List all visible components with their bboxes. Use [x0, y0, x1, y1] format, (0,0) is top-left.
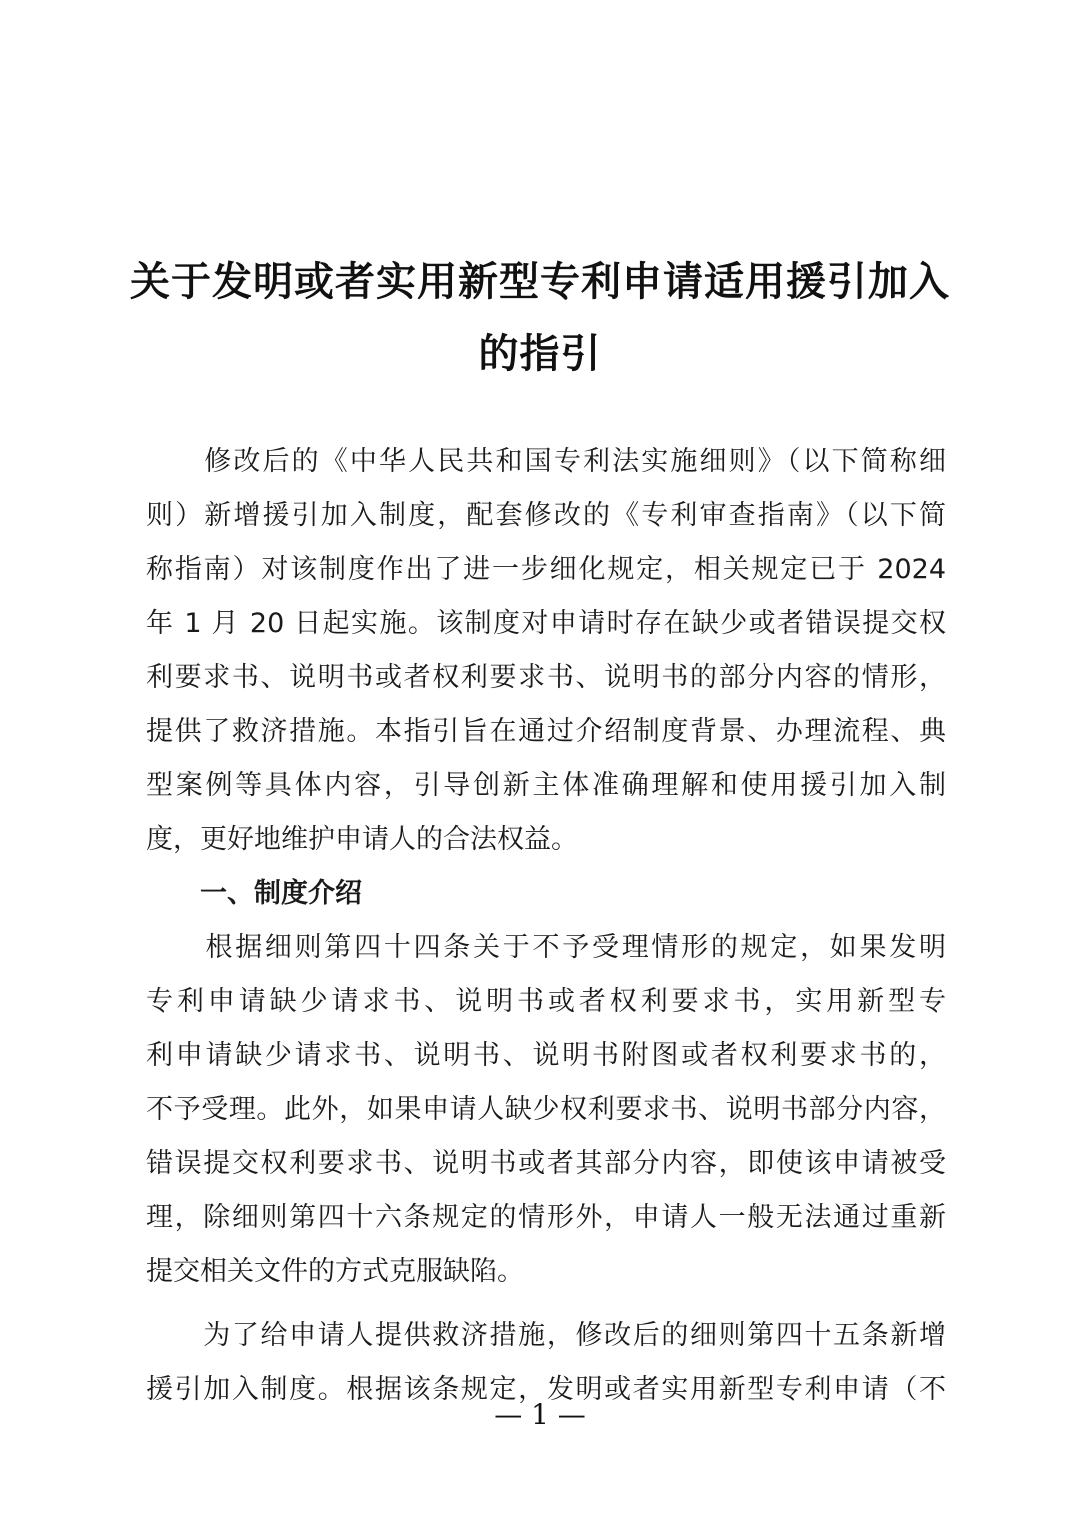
text-line: 利要求书、说明书或者权利要求书、说明书的部分内容的情形，: [146, 662, 946, 693]
text-line: 援引加入制度。根据该条规定，发明或者实用新型专利申请（不: [146, 1374, 946, 1405]
text-line: 年 1 月 20 日起实施。该制度对申请时存在缺少或者错误提交权: [146, 608, 946, 639]
text-line: 根据细则第四十四条关于不予受理情形的规定，如果发明: [146, 932, 946, 963]
text-line: 错误提交权利要求书、说明书或者其部分内容，即使该申请被受: [146, 1148, 946, 1179]
text-line: 利申请缺少请求书、说明书、说明书附图或者权利要求书的，: [146, 1040, 946, 1071]
text-line: 提交相关文件的方式克服缺陷。: [146, 1256, 524, 1287]
document-title: [100, 246, 980, 390]
text-line: 则）新增援引加入制度，配套修改的《专利审查指南》（以下简: [146, 500, 946, 531]
text-line: 型案例等具体内容，引导创新主体准确理解和使用援引加入制: [146, 770, 946, 801]
section-heading: 一、制度介绍: [200, 878, 362, 909]
document-body: [146, 435, 946, 1417]
intro-paragraph: [146, 435, 946, 867]
section-paragraph-1: [146, 921, 946, 1299]
text-line: 为了给申请人提供救济措施，修改后的细则第四十五条新增: [146, 1320, 946, 1351]
title-line-1: 关于发明或者实用新型专利申请适用援引加入: [130, 258, 950, 305]
page-number: — 1 —: [494, 1398, 586, 1431]
title-line-2: 的指引: [478, 330, 602, 377]
text-line: 称指南）对该制度作出了进一步细化规定，相关规定已于 2024: [146, 554, 946, 585]
paragraph-gap: [146, 1299, 946, 1309]
text-line: 理，除细则第四十六条规定的情形外，申请人一般无法通过重新: [146, 1202, 946, 1233]
text-line: 修改后的《中华人民共和国专利法实施细则》（以下简称细: [146, 446, 946, 477]
text-line: 专利申请缺少请求书、说明书或者权利要求书，实用新型专: [146, 986, 946, 1017]
text-line: 提供了救济措施。本指引旨在通过介绍制度背景、办理流程、典: [146, 716, 946, 747]
text-line: 不予受理。此外，如果申请人缺少权利要求书、说明书部分内容，: [146, 1094, 946, 1125]
text-line: 度，更好地维护申请人的合法权益。: [146, 824, 578, 855]
